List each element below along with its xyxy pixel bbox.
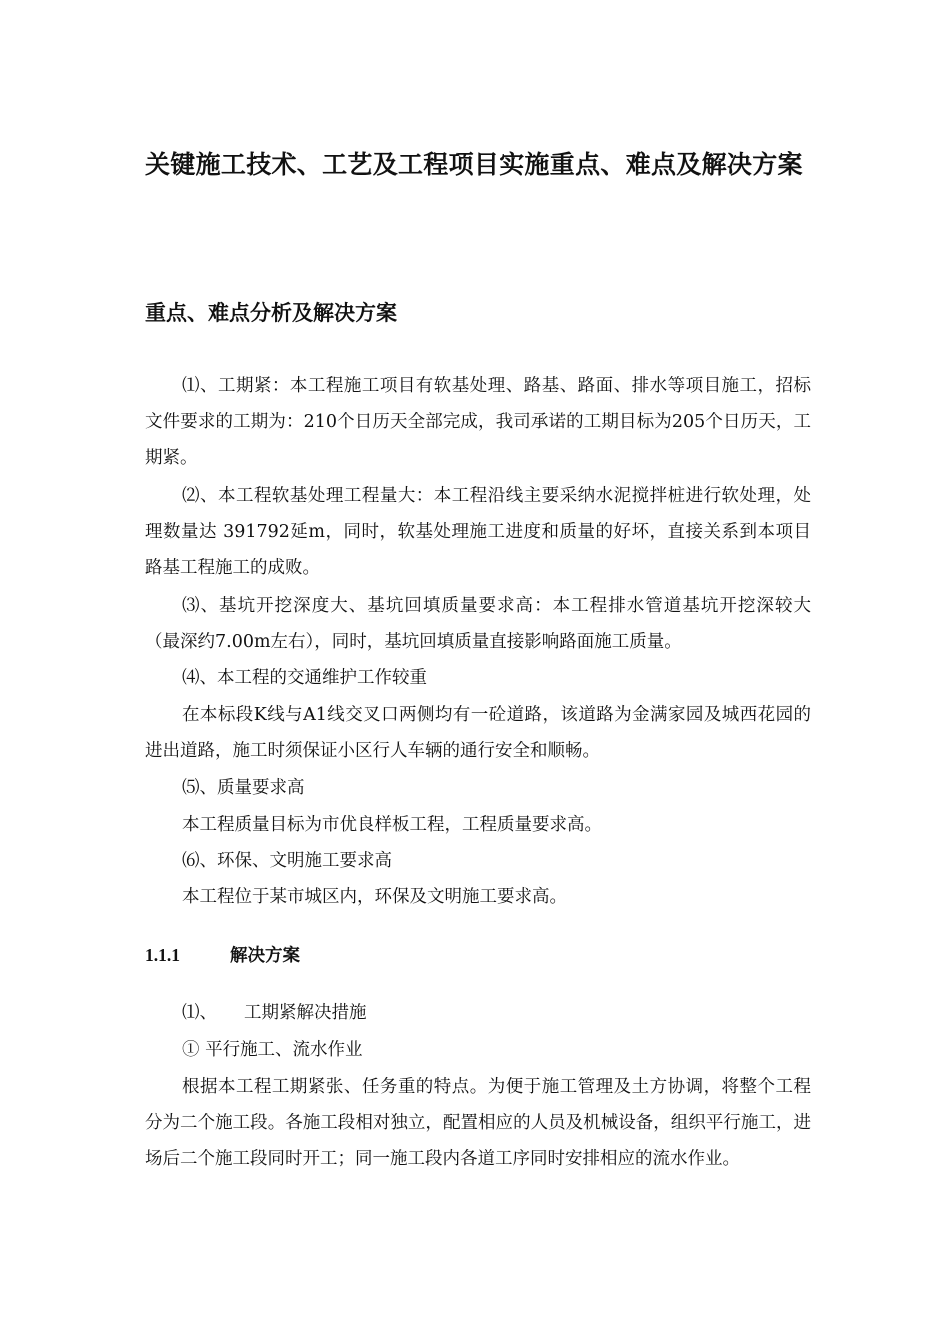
subsection-title: 解决方案 <box>230 946 300 966</box>
paragraph-schedule-tight: ⑴、工期紧：本工程施工项目有软基处理、路基、路面、排水等项目施工，招标文件要求的工期为：210个日历天全部完成，我司承诺的工期目标为205个日历天，工期紧。 <box>145 376 811 468</box>
paragraph-quality-detail: 本工程质量目标为市优良样板工程，工程质量要求高。 <box>182 815 602 835</box>
subsection-number: 1.1.1 <box>145 945 180 965</box>
measure-item-1-marker: ⑴、 <box>182 1003 217 1023</box>
paragraph-traffic-heading: ⑷、本工程的交通维护工作较重 <box>182 668 427 688</box>
measure-item-1-label: 工期紧解决措施 <box>244 1003 367 1023</box>
subsection-heading <box>145 938 300 973</box>
paragraph-environment-heading: ⑹、环保、文明施工要求高 <box>182 851 392 871</box>
paragraph-environment-detail: 本工程位于某市城区内，环保及文明施工要求高。 <box>182 887 567 907</box>
paragraph-traffic-detail: 在本标段K线与A1线交叉口两侧均有一砼道路，该道路为金满家园及城西花园的进出道路，施工时须保证小区行人车辆的通行安全和顺畅。 <box>145 705 811 761</box>
document-title: 关键施工技术、工艺及工程项目实施重点、难点及解决方案 <box>145 150 803 179</box>
paragraph-foundation-pit: ⑶、基坑开挖深度大、基坑回填质量要求高：本工程排水管道基坑开挖深较大（最深约7.00m左右），同时，基坑回填质量直接影响路面施工质量。 <box>145 596 811 652</box>
measure-item-1a: ① 平行施工、流水作业 <box>182 1040 363 1060</box>
measure-item-1 <box>182 996 367 1030</box>
section-heading: 重点、难点分析及解决方案 <box>145 300 397 325</box>
paragraph-quality-heading: ⑸、质量要求高 <box>182 778 305 798</box>
paragraph-parallel-construction: 根据本工程工期紧张、任务重的特点。为便于施工管理及土方协调，将整个工程分为二个施工段。各施工段相对独立，配置相应的人员及机械设备，组织平行施工，进场后二个施工段同时开工；同一施工段内各道工序同时安排相应的流水作业。 <box>145 1077 811 1169</box>
paragraph-soft-foundation: ⑵、本工程软基处理工程量大：本工程沿线主要采纳水泥搅拌桩进行软处理，处理数量达 391792延m，同时，软基处理施工进度和质量的好坏，直接关系到本项目路基工程施工的成败。 <box>145 486 811 578</box>
